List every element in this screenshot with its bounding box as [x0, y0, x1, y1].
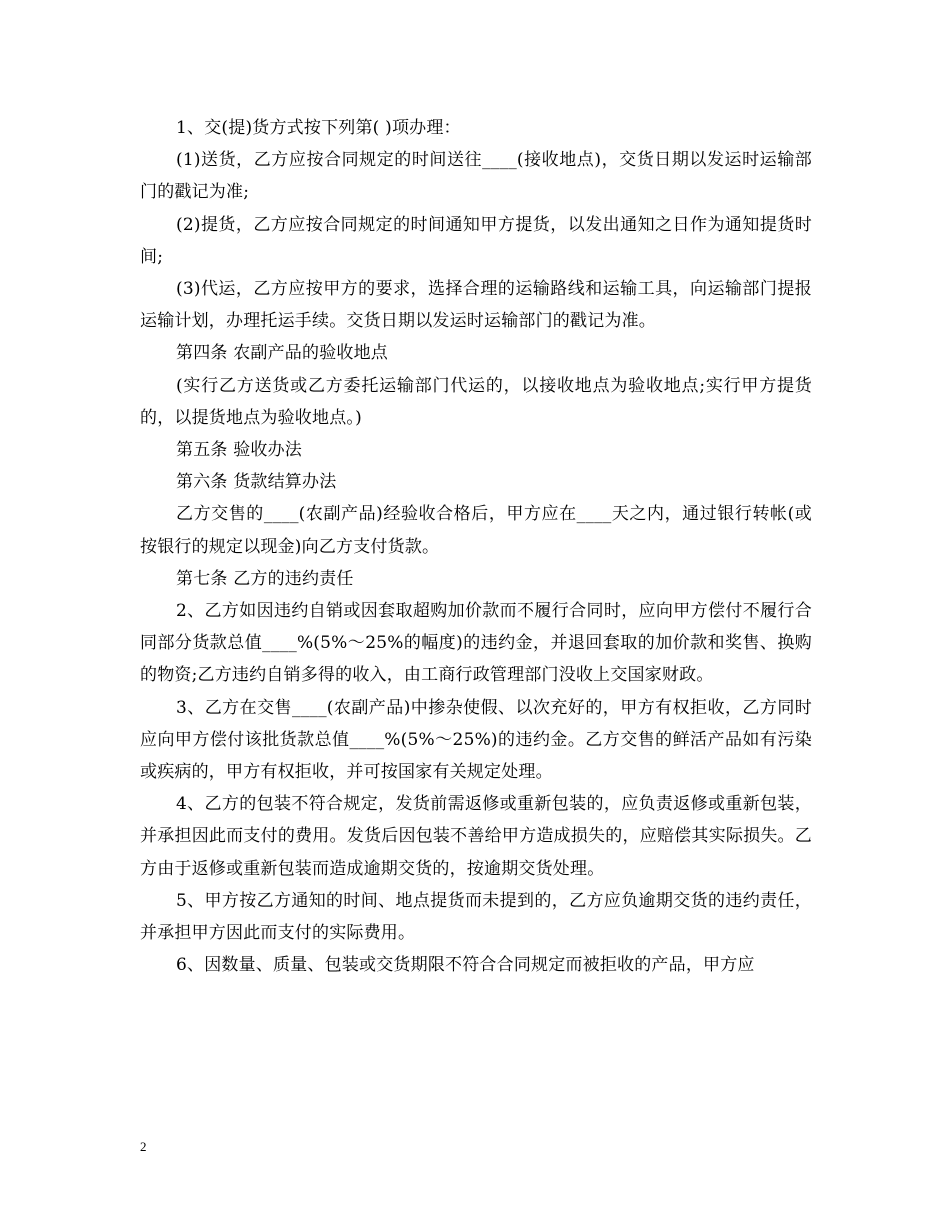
document-body [140, 112, 812, 981]
paragraph-breach-clause-4: 4、乙方的包装不符合规定，发货前需返修或重新包装的，应负责返修或重新包装，并承担因此而支付的费用。发货后因包装不善给甲方造成损失的，应赔偿其实际损失。乙方由于返修或重新包装而造成逾期交货的，按逾期交货处理。 [140, 794, 812, 879]
article-5-heading: 第五条 验收办法 [176, 440, 303, 461]
paragraph-inspection-location: (实行乙方送货或乙方委托运输部门代运的，以接收地点为验收地点;实行甲方提货的，以提货地点为验收地点。) [140, 375, 812, 428]
article-6-heading: 第六条 货款结算办法 [176, 472, 337, 493]
paragraph-breach-clause-5: 5、甲方按乙方通知的时间、地点提货而未提到的，乙方应负逾期交货的违约责任，并承担甲方因此而支付的实际费用。 [140, 890, 812, 944]
paragraph-delivery-option-3: (3)代运，乙方应按甲方的要求，选择合理的运输路线和运输工具，向运输部门提报运输计划，办理托运手续。交货日期以发运时运输部门的戳记为准。 [140, 279, 812, 332]
paragraph-breach-clause-2: 2、乙方如因违约自销或因套取超购加价款而不履行合同时，应向甲方偿付不履行合同部分货款总值____%(5%～25%的幅度)的违约金，并退回套取的加价款和奖售、换购的物资;乙方违约自销多得的收入，由工商行政管理部门没收上交国家财政。 [140, 601, 812, 686]
paragraph-delivery-method: 1、交(提)货方式按下列第( )项办理： [176, 118, 461, 138]
article-4-heading: 第四条 农副产品的验收地点 [176, 343, 389, 364]
page-number: 2 [140, 1139, 147, 1154]
paragraph-delivery-option-2: (2)提货，乙方应按合同规定的时间通知甲方提货，以发出通知之日作为通知提货时间; [140, 214, 812, 267]
paragraph-delivery-option-1: (1)送货，乙方应按合同规定的时间送往____(接收地点)，交货日期以发运时运输部门的戳记为准; [140, 150, 812, 203]
article-7-heading: 第七条 乙方的违约责任 [176, 568, 354, 589]
paragraph-payment-settlement: 乙方交售的____(农副产品)经验收合格后，甲方应在____天之内，通过银行转帐(或按银行的规定以现金)向乙方支付货款。 [140, 504, 812, 557]
paragraph-breach-clause-6: 6、因数量、质量、包装或交货期限不符合合同规定而被拒收的产品，甲方应 [176, 955, 755, 976]
paragraph-breach-clause-3: 3、乙方在交售____(农副产品)中掺杂使假、以次充好的，甲方有权拒收，乙方同时应向甲方偿付该批货款总值____%(5%～25%)的违约金。乙方交售的鲜活产品如有污染或疾病的，甲方有权拒收，并可按国家有关规定处理。 [140, 697, 812, 783]
